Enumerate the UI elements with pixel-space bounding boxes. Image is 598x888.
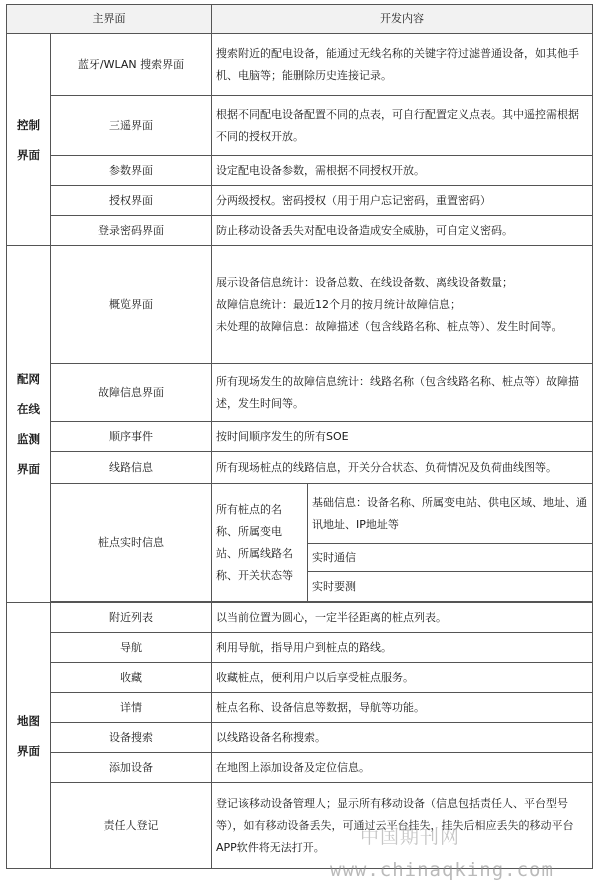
row-desc: 以线路设备名称搜索。 [212, 723, 593, 753]
row-name: 授权界面 [51, 186, 212, 216]
overview-line: 故障信息统计：最近12个月的按月统计故障信息； [216, 297, 461, 311]
row-name: 蓝牙/WLAN 搜索界面 [51, 34, 212, 96]
row-name: 故障信息界面 [51, 364, 212, 422]
development-content-table [6, 4, 593, 869]
row-name: 收藏 [51, 663, 212, 693]
row-desc: 所有现场发生的故障信息统计：线路名称（包含线路名称、桩点等）故障描述，发生时间等。 [212, 364, 593, 422]
row-name: 三遥界面 [51, 96, 212, 156]
row-name: 详情 [51, 693, 212, 723]
section-map: 地图 界面 [7, 603, 51, 869]
realtime-comm: 实时通信 [308, 544, 593, 572]
row-name: 顺序事件 [51, 422, 212, 452]
row-desc: 搜索附近的配电设备，能通过无线名称的关键字符过滤普通设备，如其他手机、电脑等；能删除历史连接记录。 [212, 34, 593, 96]
realtime-measure: 实时要测 [308, 572, 593, 602]
row-name: 导航 [51, 633, 212, 663]
row-desc: 防止移动设备丢失对配电设备造成安全威胁，可自定义密码。 [212, 216, 593, 246]
row-desc: 设定配电设备参数，需根据不同授权开放。 [212, 156, 593, 186]
row-name: 线路信息 [51, 452, 212, 484]
overview-line: 未处理的故障信息：故障描述（包含线路名称、桩点等）、发生时间等。 [216, 319, 563, 333]
row-name: 设备搜索 [51, 723, 212, 753]
row-name: 桩点实时信息 [51, 484, 212, 602]
section-monitor: 配网 在线 监测 界面 [7, 246, 51, 603]
row-name: 附近列表 [51, 603, 212, 633]
row-name: 参数界面 [51, 156, 212, 186]
row-desc: 分两级授权。密码授权（用于用户忘记密码，重置密码） [212, 186, 593, 216]
row-desc: 利用导航，指导用户到桩点的路线。 [212, 633, 593, 663]
header-dev-content: 开发内容 [212, 5, 593, 34]
row-name: 概览界面 [51, 246, 212, 364]
row-desc: 所有现场桩点的线路信息，开关分合状态、负荷情况及负荷曲线图等。 [212, 452, 593, 484]
row-desc: 按时间顺序发生的所有SOE [212, 422, 593, 452]
row-name: 责任人登记 [51, 783, 212, 869]
row-name: 登录密码界面 [51, 216, 212, 246]
row-desc: 登记该移动设备管理人；显示所有移动设备（信息包括责任人、平台型号等），如有移动设备丢失，可通过云平台挂失，挂失后相应丢失的移动平台APP软件将无法打开。 [212, 783, 593, 869]
header-main-interface: 主界面 [7, 5, 212, 34]
row-desc: 以当前位置为圆心，一定半径距离的桩点列表。 [212, 603, 593, 633]
row-desc: 桩点名称、设备信息等数据，导航等功能。 [212, 693, 593, 723]
row-desc: 收藏桩点，便利用户以后享受桩点服务。 [212, 663, 593, 693]
row-desc: 根据不同配电设备配置不同的点表，可自行配置定义点表。其中遥控需根据不同的授权开放。 [212, 96, 593, 156]
section-control: 控制 界面 [7, 34, 51, 246]
realtime-basic-info: 基础信息：设备名称、所属变电站、供电区域、地址、通讯地址、IP地址等 [308, 484, 593, 544]
row-desc-overview [212, 246, 593, 364]
realtime-left-desc: 所有桩点的名称、所属变电站、所属线路名称、开关状态等 [212, 484, 308, 602]
overview-line: 展示设备信息统计：设备总数、在线设备数、离线设备数量； [216, 275, 513, 289]
watermark-url: www.chinaqking.com [330, 859, 554, 881]
watermark-text: 中国期刊网 [360, 826, 461, 848]
row-name: 添加设备 [51, 753, 212, 783]
row-desc: 在地图上添加设备及定位信息。 [212, 753, 593, 783]
